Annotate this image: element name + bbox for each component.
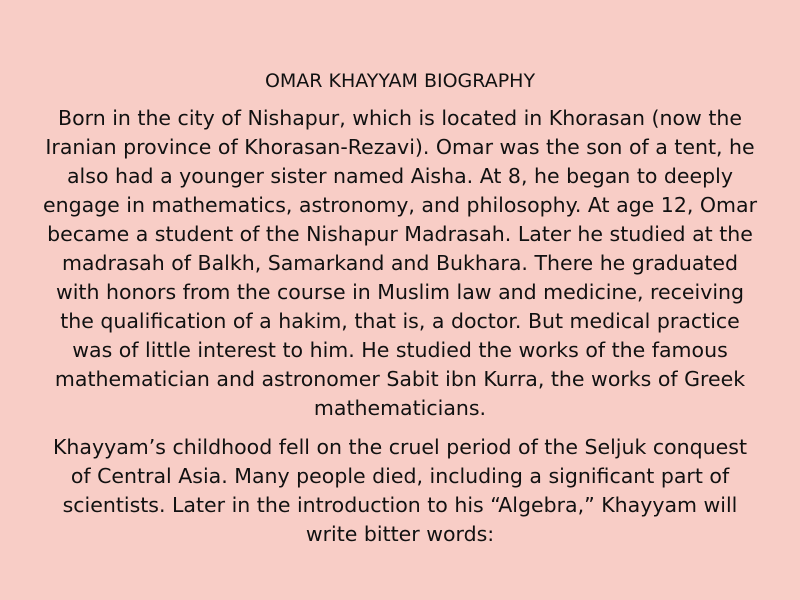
slide-title: OMAR KHAYYAM BIOGRAPHY [264, 70, 536, 92]
biography-paragraph-1: Born in the city of Nishapur, which is located in Khorasan (now the Iranian province of Khorasan-Rezavi). Omar was the son of a tent, he also had a younger sister named Aisha. At 8, he began to deeply engage in mathematics, astronomy, and philosophy. At age 12, Omar became a student of the Nishapur Madrasah. Later he studied at the madrasah of Balkh, Samarkand and Bukhara. There he graduated with honors from the course in Muslim law and medicine, receiving the qualification of a hakim, that is, a doctor. But medical practice was of little interest to him. He studied the works of the famous mathematician and astronomer Sabit ibn Kurra, the works of Greek mathematicians. [42, 106, 758, 420]
biography-paragraph-2: Khayyam’s childhood fell on the cruel period of the Seljuk conquest of Central Asia. Many people died, including a significant part of scientists. Later in the introduction to his “Algebra,” Khayyam will write bitter words: [52, 435, 748, 546]
